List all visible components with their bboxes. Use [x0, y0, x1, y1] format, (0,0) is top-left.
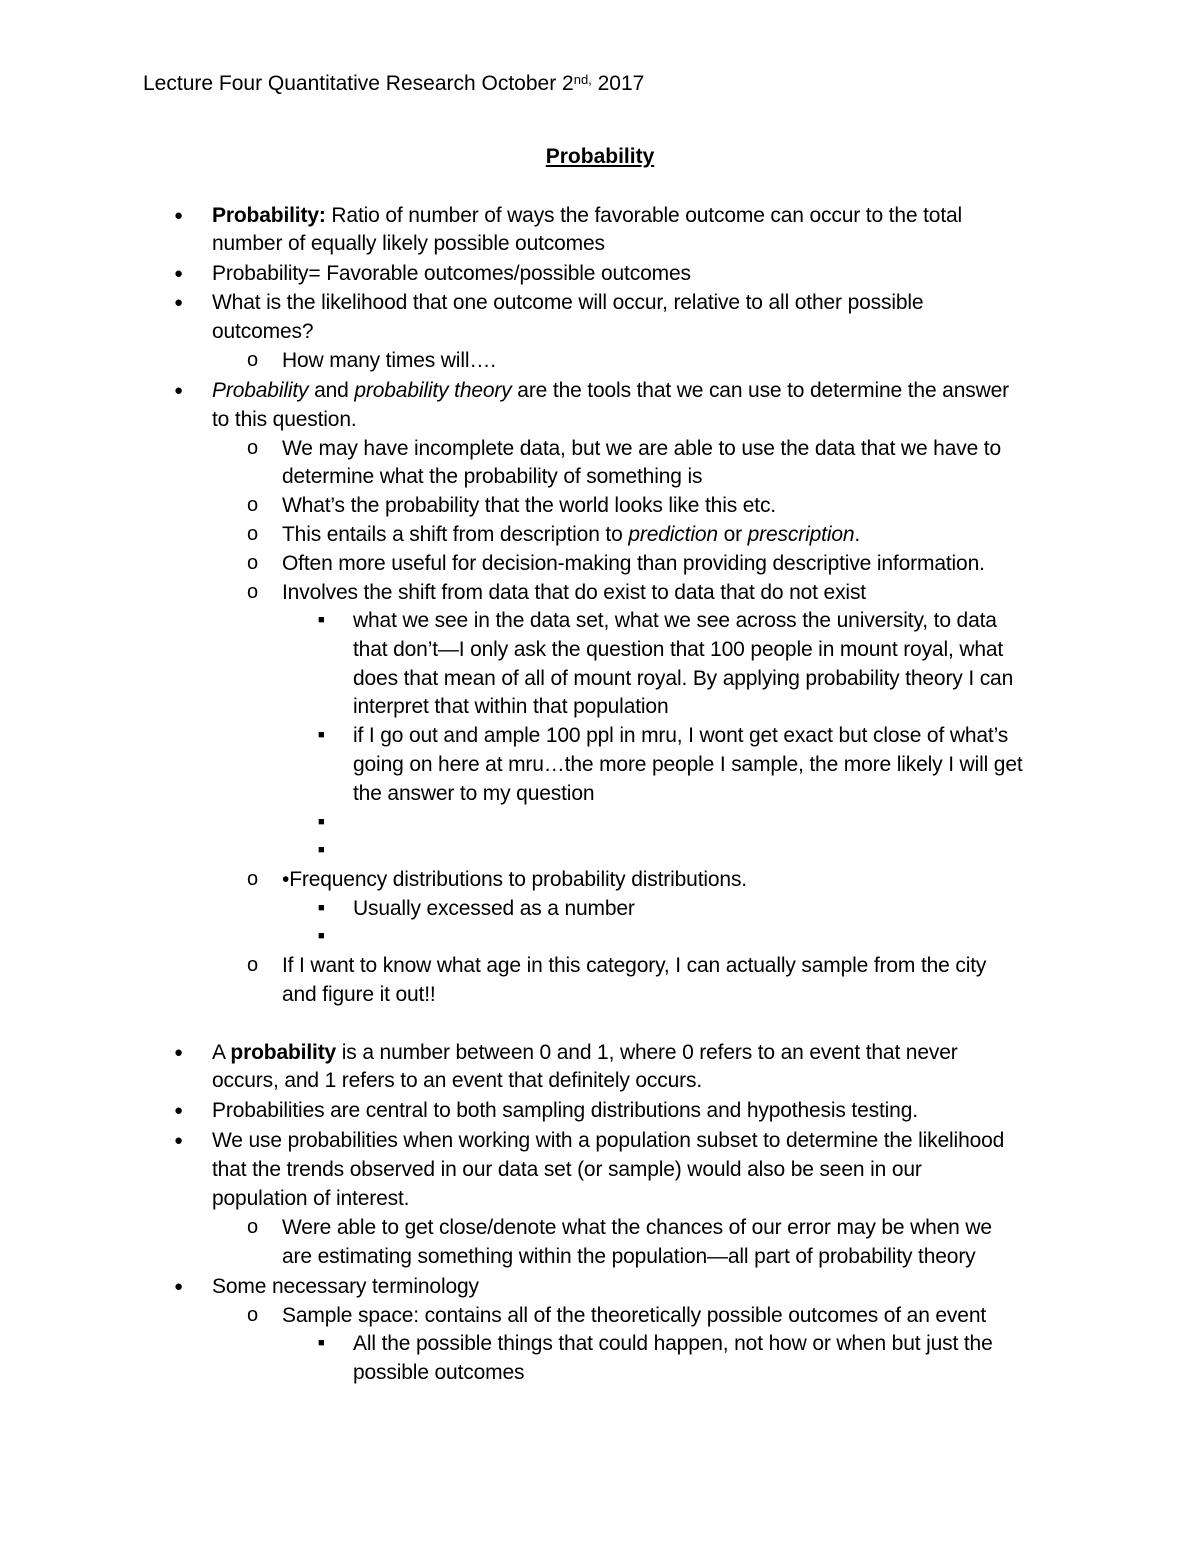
sub-item-decision: Often more useful for decision-making than providing descriptive information. [282, 552, 985, 575]
sub-sub-item-sample: if I go out and ample 100 ppl in mru, I wont get exact but close of what’s [353, 724, 1009, 747]
square-bullet-marker-empty: ■ [318, 816, 325, 828]
tools-and: and [308, 379, 355, 402]
sub-sub-item-see-cont: interpret that within that population [353, 695, 669, 718]
square-bullet-marker: ■ [318, 1337, 325, 1349]
square-bullet-marker-empty: ■ [318, 844, 325, 856]
definition-text: Ratio of number of ways the favorable outcome can occur to the total [325, 204, 963, 227]
disc-bullet-marker: ● [174, 382, 184, 399]
disc-bullet-marker: ● [174, 207, 184, 224]
tools-rest: are the tools that we can use to determine the answer [511, 379, 1009, 402]
sub-item-world: What’s the probability that the world looks like this etc. [282, 494, 776, 517]
sub-item-error-cont: are estimating something within the population—all part of probability theory [282, 1245, 976, 1268]
circle-bullet-marker: o [247, 523, 259, 545]
term-probability: Probability: [212, 204, 326, 227]
sub-item-age-cont: and figure it out!! [282, 983, 436, 1006]
sub-item-involves: Involves the shift from data that do exist to data that do not exist [282, 581, 866, 604]
range-rest: is a number between 0 and 1, where 0 refers to an event that never [336, 1041, 958, 1064]
range-article: A [212, 1041, 231, 1064]
shift-or: or [717, 523, 748, 546]
sub-item-incomplete-cont: determine what the probability of something is [282, 465, 703, 488]
circle-bullet-marker: o [247, 494, 259, 516]
circle-bullet-marker: o [247, 552, 259, 574]
sub-sub-item-see-cont: does that mean of all of mount royal. By applying probability theory I can [353, 667, 1014, 690]
sub-item-sample-space: Sample space: contains all of the theoretically possible outcomes of an event [282, 1304, 987, 1327]
sub-item-age: If I want to know what age in this category, I can actually sample from the city [282, 954, 987, 977]
disc-bullet-marker: ● [174, 294, 184, 311]
list-item-terminology: Some necessary terminology [212, 1275, 479, 1298]
tools-italic-theory: probability theory [354, 379, 512, 402]
disc-bullet-marker: ● [174, 265, 184, 282]
circle-bullet-marker: o [247, 954, 259, 976]
sub-item-error: Were able to get close/denote what the chances of our error may be when we [282, 1216, 992, 1239]
sub-sub-item-sample-cont: the answer to my question [353, 782, 595, 805]
list-item-range [212, 1038, 958, 1067]
circle-bullet-marker: o [247, 1216, 259, 1238]
list-item-subset-cont: population of interest. [212, 1187, 410, 1210]
sub-sub-item-see: what we see in the data set, what we see across the university, to data [353, 609, 997, 632]
shift-end: . [854, 523, 861, 546]
header-year: 2017 [591, 72, 645, 95]
header-superscript: nd, [573, 72, 592, 87]
circle-bullet-marker: o [247, 868, 259, 890]
sub-sub-item-sample-cont: going on here at mru…the more people I sample, the more likely I will get [353, 753, 1023, 776]
sub-sub-item-excessed: Usually excessed as a number [353, 897, 635, 920]
circle-bullet-marker: o [247, 437, 259, 459]
list-item-central: Probabilities are central to both sampling distributions and hypothesis testing. [212, 1099, 918, 1122]
disc-bullet-marker: ● [174, 1102, 184, 1119]
list-item-definition [212, 201, 962, 230]
range-term: probability [230, 1041, 337, 1064]
list-item-likelihood-cont: outcomes? [212, 320, 314, 343]
disc-bullet-marker: ● [174, 1132, 184, 1149]
list-item-definition-cont: number of equally likely possible outcomes [212, 232, 605, 255]
sub-item-shift [282, 520, 860, 549]
disc-bullet-marker: ● [174, 1044, 184, 1061]
tools-italic-probability: Probability [212, 379, 309, 402]
square-bullet-marker: ■ [318, 614, 325, 626]
circle-bullet-marker: o [247, 1304, 259, 1326]
square-bullet-marker: ■ [318, 729, 325, 741]
circle-bullet-marker: o [247, 581, 259, 603]
shift-italic-prediction: prediction [628, 523, 718, 546]
list-item-subset-cont: that the trends observed in our data set (or sample) would also be seen in our [212, 1158, 922, 1181]
list-item-formula: Probability= Favorable outcomes/possible outcomes [212, 262, 691, 285]
square-bullet-marker-empty: ■ [318, 930, 325, 942]
section-title: Probability [545, 145, 655, 168]
circle-bullet-marker: o [247, 349, 259, 371]
header-text: Lecture Four Quantitative Research October 2 [143, 72, 574, 95]
list-item-tools-cont: to this question. [212, 408, 357, 431]
sub-item-frequency: •Frequency distributions to probability distributions. [282, 868, 747, 891]
sub-sub-item-see-cont: that don’t—I only ask the question that 100 people in mount royal, what [353, 638, 1004, 661]
disc-bullet-marker: ● [174, 1278, 184, 1295]
list-item-likelihood: What is the likelihood that one outcome will occur, relative to all other possible [212, 291, 924, 314]
list-item-tools [212, 376, 1009, 405]
document-header [143, 70, 644, 98]
list-item-subset: We use probabilities when working with a population subset to determine the likelihood [212, 1129, 1005, 1152]
sub-item-incomplete: We may have incomplete data, but we are able to use the data that we have to [282, 437, 1001, 460]
sub-sub-item-possible-cont: possible outcomes [353, 1361, 525, 1384]
shift-text: This entails a shift from description to [282, 523, 629, 546]
list-item-range-cont: occurs, and 1 refers to an event that definitely occurs. [212, 1069, 703, 1092]
sub-item-how-many: How many times will…. [282, 349, 496, 372]
square-bullet-marker: ■ [318, 902, 325, 914]
sub-sub-item-possible: All the possible things that could happen, not how or when but just the [353, 1332, 993, 1355]
shift-italic-prescription: prescription [747, 523, 855, 546]
